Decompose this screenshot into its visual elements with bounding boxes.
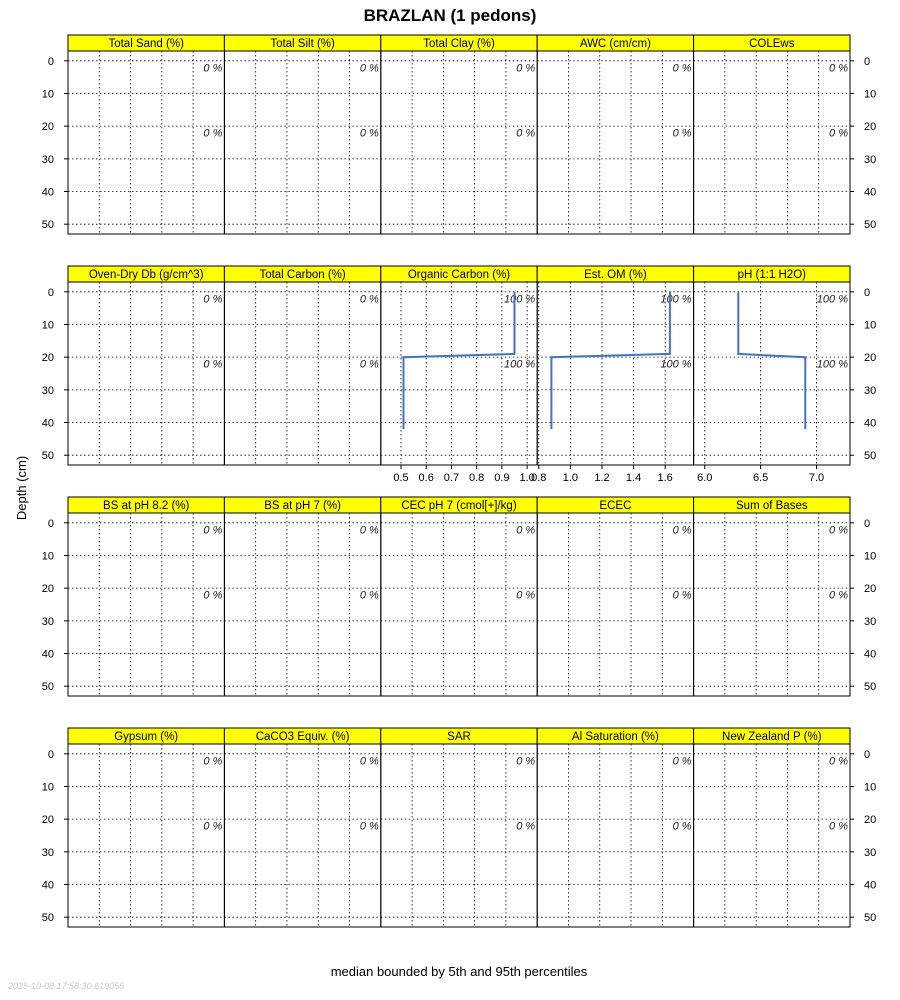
percent-annotation: 0 % [203,127,223,140]
panel-frame [224,282,380,465]
y-tick-label-left: 10 [41,550,54,563]
panel-frame [694,282,850,465]
percent-annotation: 0 % [672,820,692,833]
y-tick-label-left: 10 [41,88,54,101]
percent-annotation: 0 % [829,589,848,602]
y-tick-label-left: 20 [41,583,54,596]
panel-frame [68,513,224,696]
y-tick-label-right: 10 [864,550,877,563]
y-axis-label: Depth (cm) [14,455,29,521]
panel-frame [381,51,537,234]
y-tick-label-left: 0 [47,55,54,68]
y-tick-label-right: 20 [864,814,877,827]
percent-annotation: 0 % [203,589,223,602]
median-profile-line [404,292,515,429]
panel-title: AWC (cm/cm) [579,38,651,50]
y-tick-label-left: 30 [41,153,54,166]
y-tick-label-right: 0 [864,55,871,68]
y-tick-label-right: 0 [864,517,871,530]
panel [68,497,224,696]
percent-annotation: 100 % [503,293,536,306]
y-tick-label-left: 0 [47,286,54,299]
percent-annotation: 100 % [503,358,536,371]
percent-annotation: 0 % [359,62,379,75]
panel-frame [537,51,693,234]
x-tick-label: 1.4 [625,472,642,484]
percent-annotation: 0 % [359,820,379,833]
y-tick-label-left: 10 [41,319,54,332]
percent-annotation: 0 % [672,524,692,537]
y-tick-label-right: 20 [864,583,877,596]
y-tick-label-right: 50 [864,450,877,463]
panel [381,35,537,234]
x-axis-caption: median bounded by 5th and 95th percentiles [330,964,588,979]
panel [694,35,850,234]
panel-frame [68,744,224,927]
x-tick-label: 0.7 [443,472,460,484]
panel [537,35,693,234]
y-tick-label-left: 40 [41,417,54,430]
x-tick-label: 6.0 [697,472,713,484]
panel-title: Total Carbon (%) [259,269,346,281]
panel [381,728,537,927]
panel [531,266,693,484]
percent-annotation: 0 % [516,820,536,833]
percent-annotation: 0 % [203,293,223,306]
panel-frame [224,51,380,234]
panel-grid [42,35,877,927]
y-tick-label-right: 10 [864,88,877,101]
y-tick-label-left: 50 [41,219,54,232]
percent-annotation: 0 % [829,524,848,537]
percent-annotation: 0 % [203,62,223,75]
panel [381,266,537,484]
panel [224,266,380,465]
panel-title: Est. OM (%) [584,269,647,281]
percent-annotation: 0 % [829,127,848,140]
y-tick-label-right: 50 [864,219,877,232]
panel-title: Total Sand (%) [108,38,184,50]
y-tick-label-right: 50 [864,912,877,925]
panel [68,728,224,927]
percent-annotation: 0 % [516,755,536,768]
panel-frame [537,744,693,927]
panel-frame [68,51,224,234]
y-tick-label-left: 40 [41,879,54,892]
y-tick-label-right: 40 [864,186,877,199]
panel-title: COLEws [749,38,795,50]
y-tick-label-right: 40 [864,417,877,430]
panel [694,266,850,484]
percent-annotation: 0 % [359,358,379,371]
panel-frame [68,282,224,465]
y-tick-label-left: 20 [41,352,54,365]
panel-title: CaCO3 Equiv. (%) [255,731,350,743]
y-tick-label-left: 20 [41,814,54,827]
percent-annotation: 0 % [203,524,223,537]
y-tick-label-left: 30 [41,846,54,859]
panel [381,497,537,696]
panel-title: pH (1:1 H2O) [737,269,806,281]
panel-title: SAR [447,731,471,743]
y-tick-label-right: 30 [864,384,877,397]
percent-annotation: 0 % [516,62,536,75]
percent-annotation: 0 % [359,127,379,140]
panel [68,266,224,465]
panel [224,728,380,927]
percent-annotation: 0 % [829,62,848,75]
panel-frame [694,744,850,927]
x-tick-label: 0.5 [393,472,409,484]
panel-title: Total Silt (%) [270,38,335,50]
x-tick-label: 0.8 [469,472,485,484]
y-tick-label-left: 30 [41,384,54,397]
panel-title: BS at pH 8.2 (%) [103,500,190,512]
timestamp: 2025-10-08 17:58:30.619055 [8,981,125,991]
panel-title: CEC pH 7 (cmol[+]/kg) [401,500,517,512]
percent-annotation: 0 % [672,755,692,768]
y-tick-label-right: 0 [864,748,871,761]
y-tick-label-right: 30 [864,153,877,166]
y-tick-label-left: 40 [41,186,54,199]
x-tick-label: 0.8 [531,472,547,484]
panel-frame [224,513,380,696]
percent-annotation: 100 % [660,358,692,371]
panel [537,728,693,927]
y-tick-label-left: 0 [47,517,54,530]
x-tick-label: 0.6 [418,472,434,484]
percent-annotation: 0 % [203,755,223,768]
percent-annotation: 100 % [816,293,848,306]
y-tick-label-right: 50 [864,681,877,694]
x-tick-label: 1.0 [519,472,535,484]
panel-title: Organic Carbon (%) [407,269,511,281]
median-profile-line [738,292,805,429]
percent-annotation: 0 % [516,524,536,537]
panel [537,497,693,696]
y-tick-label-left: 50 [41,450,54,463]
percent-annotation: 100 % [660,293,692,306]
panel-title: BS at pH 7 (%) [264,500,341,512]
percent-annotation: 0 % [359,293,379,306]
x-tick-label: 7.0 [808,472,825,484]
panel [224,35,380,234]
percent-annotation: 0 % [203,358,223,371]
panel-frame [694,513,850,696]
y-tick-label-right: 10 [864,319,877,332]
panel-title: Total Clay (%) [423,38,495,50]
chart-title: BRAZLAN (1 pedons) [363,6,537,25]
percent-annotation: 100 % [816,358,848,371]
x-tick-label: 1.2 [594,472,610,484]
y-tick-label-right: 0 [864,286,871,299]
median-profile-line [551,292,670,429]
percent-annotation: 0 % [359,755,379,768]
x-tick-label: 1.6 [657,472,673,484]
panel-title: Sum of Bases [736,500,808,512]
panel-title: Gypsum (%) [114,731,179,743]
panel-title: Oven-Dry Db (g/cm^3) [88,269,204,281]
panel-frame [381,744,537,927]
percent-annotation: 0 % [359,589,379,602]
y-tick-label-left: 10 [41,781,54,794]
panel-title: New Zealand P (%) [722,731,822,743]
x-tick-label: 6.5 [752,472,769,484]
x-tick-label: 0.9 [494,472,510,484]
y-tick-label-left: 50 [41,912,54,925]
panel-frame [694,51,850,234]
panel-title: ECEC [599,500,632,512]
percent-annotation: 0 % [359,524,379,537]
panel-frame [381,513,537,696]
y-tick-label-right: 30 [864,615,877,628]
panel-frame [537,513,693,696]
percent-annotation: 0 % [829,755,848,768]
percent-annotation: 0 % [829,820,848,833]
percent-annotation: 0 % [672,62,692,75]
panel [694,728,850,927]
percent-annotation: 0 % [672,589,692,602]
percent-annotation: 0 % [672,127,692,140]
percent-annotation: 0 % [516,589,536,602]
panel [68,35,224,234]
y-tick-label-left: 40 [41,648,54,661]
y-tick-label-left: 0 [47,748,54,761]
y-tick-label-left: 30 [41,615,54,628]
panel-frame [224,744,380,927]
percent-annotation: 0 % [516,127,536,140]
panel [224,497,380,696]
panel-title: Al Saturation (%) [571,731,659,743]
panel [694,497,850,696]
y-tick-label-right: 40 [864,879,877,892]
percent-annotation: 0 % [203,820,223,833]
x-tick-label: 1.0 [562,472,579,484]
y-tick-label-left: 20 [41,121,54,134]
y-tick-label-right: 30 [864,846,877,859]
y-tick-label-right: 40 [864,648,877,661]
y-tick-label-right: 20 [864,121,877,134]
y-tick-label-right: 20 [864,352,877,365]
y-tick-label-right: 10 [864,781,877,794]
y-tick-label-left: 50 [41,681,54,694]
